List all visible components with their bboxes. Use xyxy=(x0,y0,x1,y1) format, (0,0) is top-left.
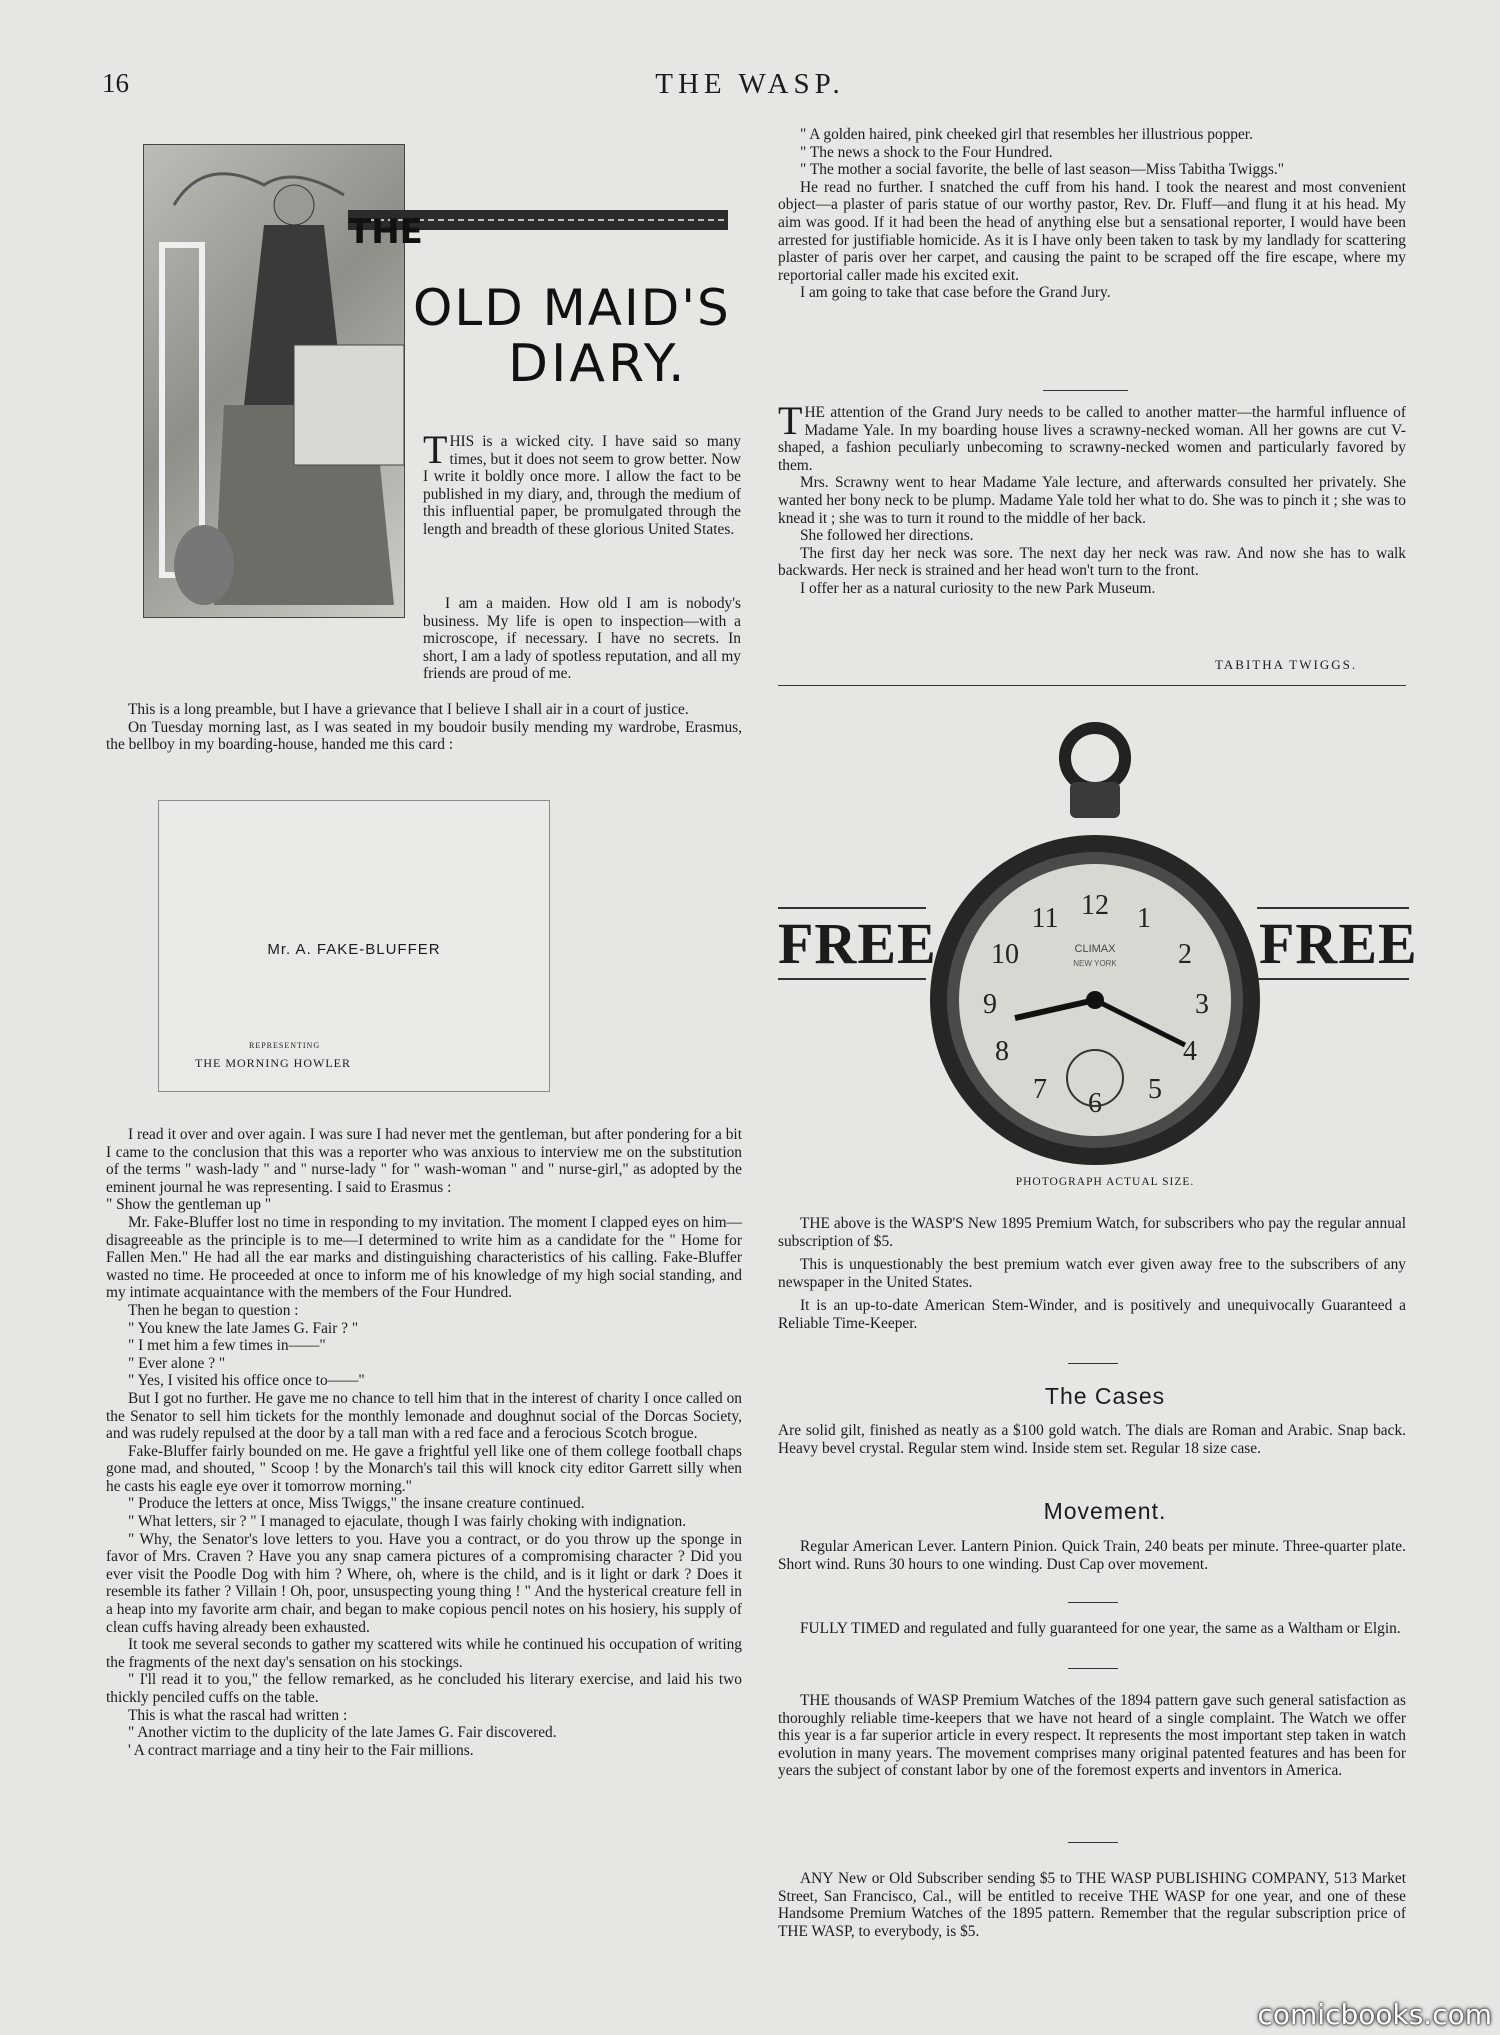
free-right-label: FREE xyxy=(1259,911,1418,976)
further-paragraph: But I got no further. He gave me no chance to tell him that in the interest of charity I once called on the Senator to sell him tickets for the monthly lemonade and doughnut social of the Dorcas Society, and was rudely repulsed at the door by a tall man with a red face and a ferocious Scotch brogue. xyxy=(106,1389,742,1443)
drop-cap: T xyxy=(778,398,803,443)
bounded-paragraph: Fake-Bluffer fairly bounded on me. He gave a frightful yell like one of them college football chaps gone mad, and shouted, " Scoop ! by the Monarch's tail this will knock city editor Garrett silly when he casts his eagle eye over it tomorrow morning." xyxy=(106,1442,742,1495)
dial-numeral-3: 3 xyxy=(1195,989,1209,1020)
dialogue-line: " Ever alone ? " xyxy=(128,1354,226,1372)
best-paragraph: This is unquestionably the best premium watch ever given away free to the subscribers of any newspaper in the United States. xyxy=(778,1256,1406,1291)
dial-numeral-7: 7 xyxy=(1033,1074,1047,1105)
grand-jury-paragraph: I am going to take that case before the Grand Jury. xyxy=(800,284,1111,302)
movement-paragraph: Regular American Lever. Lantern Pinion. Quick Train, 240 beats per minute. Three-quarter plate. Short wind. Runs 30 hours to one winding. Dust Cap over movement. xyxy=(778,1538,1406,1573)
up-to-date-paragraph: It is an up-to-date American Stem-Winder, and is positively and unequivocally Guaranteed a Reliable Time-Keeper. xyxy=(778,1297,1406,1332)
dial-numeral-4: 4 xyxy=(1183,1036,1197,1067)
dial-numeral-10: 10 xyxy=(991,939,1019,970)
pocket-watch-image xyxy=(930,720,1260,1180)
dialogue-line: " Yes, I visited his office once to——" xyxy=(128,1372,365,1390)
attention-paragraph: HE attention of the Grand Jury needs to be called to another matter—the harmful influence of Madame Yale. In my boarding house lives a scrawny-necked woman. All her gowns are cut V-shaped, a fashion peculiarly unbecoming to scrawny-necked women and particularly favored by them. xyxy=(778,404,1406,474)
maiden-paragraph: I am a maiden. How old I am is nobody's business. My life is open to inspection—with a microscope, if necessary. I have no secrets. In short, I am a lady of spotless reputation, and all my friends are proud of me. xyxy=(423,595,741,683)
dial-numeral-6: 6 xyxy=(1088,1088,1102,1119)
article-maiden-lead xyxy=(423,595,741,683)
why-paragraph: " Why, the Senator's love letters to you. Have you a contract, or do you throw up the sponge in favor of Mrs. Craven ? Have you any snap camera pictures of a compromising character ? Did you ever visit the Poodle Dog with him ? Where, oh, where is the child, and is it light or dark ? Does it resemble its father ? Villain ! Oh, poor, unsuspecting young thing ! " And the hysterical creature fell in a heap into my favorite arm chair, and began to make copious pencil notes on his hosiery, his supply of clean cuffs having already been exhausted. xyxy=(106,1530,742,1636)
produce-paragraph: " Produce the letters at once, Miss Twiggs," the insane creature continued. xyxy=(128,1495,585,1513)
publication-title: THE WASP. xyxy=(655,68,845,100)
cases-paragraph: Are solid gilt, finished as neatly as a $100 gold watch. The dials are Roman and Arabic. Snap back. Heavy bevel crystal. Regular stem wind. Inside stem set. Regular 18 size case. xyxy=(778,1422,1406,1457)
offer-paragraph: I offer her as a natural curiosity to the new Park Museum. xyxy=(800,579,1156,597)
dial-numeral-11: 11 xyxy=(1031,903,1059,934)
article-left-continued xyxy=(106,701,742,754)
cases-heading: The Cases xyxy=(1044,1383,1166,1409)
show-paragraph: " Show the gentleman up " xyxy=(106,1196,272,1214)
free-rule-top-left xyxy=(778,907,926,909)
movement-text-block xyxy=(778,1538,1406,1573)
card-name: Mr. A. FAKE-BLUFFER xyxy=(267,941,441,958)
dial-numeral-8: 8 xyxy=(995,1036,1009,1067)
page-number: 16 xyxy=(102,68,129,98)
old-maid-illustration xyxy=(143,144,737,616)
fake-bluffer-paragraph: Mr. Fake-Bluffer lost no time in responding to my invitation. The moment I clapped eyes on him—disagreeable as the principle is to me—I determined to write him as a candidate for the " Home for Fallen Men." He had all the ear marks and distinguishing characteristics of his calling. Fake-Bluffer wasted no time. He proceeded at once to inform me of his knowledge of my high social standing, and my intimate acquaintance with the members of the Four Hundred. xyxy=(106,1213,742,1302)
article-left-lower xyxy=(106,1126,742,1759)
dial-numeral-5: 5 xyxy=(1148,1074,1162,1105)
calling-card xyxy=(158,800,550,1092)
rascal-paragraph: This is what the rascal had written : xyxy=(128,1706,348,1724)
article-right-madame-yale xyxy=(778,398,1406,598)
mother-paragraph: " The mother a social favorite, the belle of last season—Miss Tabitha Twiggs." xyxy=(800,161,1284,179)
author-signature: TABITHA TWIGGS. xyxy=(1215,657,1358,672)
advert-divider xyxy=(1068,1363,1118,1364)
photo-caption: PHOTOGRAPH ACTUAL SIZE. xyxy=(1015,1176,1195,1188)
victim-line: " Another victim to the duplicity of the late James G. Fair discovered. xyxy=(128,1724,557,1742)
read-paragraph: I read it over and over again. I was sure I had never met the gentleman, but after pondering for a bit I came to the conclusion that this was a reporter who was anxious to interview me on the substitution of the terms " wash-lady " and " nurse-lady " for " wash-woman " and " nurse-girl," as adopted by the eminent journal he was representing. I said to Erasmus : xyxy=(106,1126,742,1196)
dialogue-line: " I met him a few times in——" xyxy=(128,1337,326,1355)
dial-numeral-12: 12 xyxy=(1081,890,1109,921)
question-paragraph: Then he began to question : xyxy=(128,1301,299,1319)
timed-paragraph: and regulated and fully guaranteed for one year, the same as a Waltham or Elgin. xyxy=(899,1620,1401,1637)
read-to-you-paragraph: " I'll read it to you," the fellow remarked, as he concluded his literary exercise, and laid his two thickly penciled cuffs on the table. xyxy=(106,1671,742,1706)
advert-divider xyxy=(1068,1668,1118,1669)
what-letters-paragraph: " What letters, sir ? " I managed to ejaculate, though I was fairly choking with indignation. xyxy=(128,1513,687,1531)
contract-line: ' A contract marriage and a tiny heir to the Fair millions. xyxy=(128,1741,474,1759)
cases-text-block xyxy=(778,1422,1406,1457)
intro-text: HIS is a wicked city. I have said so many times, but it does not seem to grow better. Now I write it boldly once more. I allow the fact to be published in my diary, and, through the medium of this influential paper, be promulgated through the length and breadth of these glorious United States. xyxy=(423,433,741,538)
free-left-label: FREE xyxy=(778,911,937,976)
timed-text-block xyxy=(778,1620,1406,1638)
advert-divider xyxy=(1068,1842,1118,1843)
any-lead: ANY xyxy=(800,1870,834,1887)
pocket-watch-drawing xyxy=(930,720,1260,1180)
section-divider xyxy=(1043,390,1128,391)
subscriber-offer-paragraph: New or Old Subscriber sending $5 to THE WASP PUBLISHING COMPANY, 513 Market Street, San Francisco, Cal., will be entitled to receive THE WASP for one year, and one of these Handsome Premium Watches of the 1895 pattern. Remember that the regular subscription price of THE WASP, to everybody, is $5. xyxy=(778,1870,1406,1940)
thousands-lead: THE xyxy=(800,1692,830,1709)
advert-intro xyxy=(778,1215,1406,1333)
dial-numeral-9: 9 xyxy=(983,989,997,1020)
subscriber-offer-block xyxy=(778,1870,1406,1940)
dial-numeral-2: 2 xyxy=(1178,939,1192,970)
dialogue-line: " You knew the late James G. Fair ? " xyxy=(128,1319,359,1337)
news-paragraph: " The news a shock to the Four Hundred. xyxy=(800,143,1053,161)
watch-brand: CLIMAX xyxy=(1074,943,1116,955)
free-rule-bottom-left xyxy=(778,978,926,980)
golden-paragraph: " A golden haired, pink cheeked girl that resembles her illustrious popper. xyxy=(800,126,1253,143)
he-read-paragraph: He read no further. I snatched the cuff from his hand. I took the nearest and most convenient object—a plaster of paris statue of our worthy pastor, Rev. Dr. Fluff—and flung it at his head. My aim was good. If it had been the head of anything else but a sensational reporter, I would have been arrested for justifiable homicide. As it is I have only been taken to task by my landlady for scattering plaster of paris over her carpet, and causing the paint to be scraped off the fire escape, where my reportorial caller made his excited exit. xyxy=(778,178,1406,284)
article-right-top xyxy=(778,126,1406,302)
timed-lead: FULLY TIMED xyxy=(800,1620,900,1637)
scrawny-paragraph: Mrs. Scrawny went to hear Madame Yale lecture, and afterwards consulted her privately. She wanted her bony neck to be plump. Madame Yale told her what to do. She was to pinch it ; she was to knead it ; she was to turn it round to the middle of her back. xyxy=(778,474,1406,527)
above-lead: THE xyxy=(800,1215,830,1232)
article-end-rule xyxy=(778,685,1406,686)
took-paragraph: It took me several seconds to gather my scattered wits while he continued his occupation of writing the fragments of the next day's sensation on his stockings. xyxy=(106,1636,742,1671)
illustration-title-diary: DIARY. xyxy=(508,334,688,394)
free-rule-top-right xyxy=(1257,907,1409,909)
watch-city: NEW YORK xyxy=(1073,959,1117,968)
free-rule-bottom-right xyxy=(1257,978,1409,980)
dial-numeral-1: 1 xyxy=(1137,903,1151,934)
movement-heading: Movement. xyxy=(1043,1498,1167,1524)
card-newspaper: THE MORNING HOWLER xyxy=(195,1056,351,1070)
illustration-title-old-maids: OLD MAID'S xyxy=(413,279,731,337)
followed-paragraph: She followed her directions. xyxy=(800,527,974,545)
drop-cap: T xyxy=(423,427,448,472)
article-intro xyxy=(423,427,741,539)
thousands-text-block xyxy=(778,1692,1406,1780)
tuesday-paragraph: On Tuesday morning last, as I was seated in my boudoir busily mending my wardrobe, Erasmus, the bellboy in my boarding-house, handed me this card : xyxy=(106,718,742,754)
card-representing: REPRESENTING xyxy=(249,1041,321,1050)
thousands-paragraph: thousands of WASP Premium Watches of the 1894 pattern gave such general satisfaction as thoroughly reliable time-keepers that we have not heard of a single complaint. The Watch we offer this year is a far superior article in every respect. It represents the most important step taken in watch evolution in many years. The movement comprises many original patented features and has been for years the subject of constant labor by one of the foremost experts and inventors in America. xyxy=(778,1692,1406,1780)
illustration-title-the: THE xyxy=(348,212,423,252)
site-watermark: comicbooks.com xyxy=(1257,1998,1492,2031)
above-paragraph: above is the WASP'S New 1895 Premium Watch, for subscribers who pay the regular annual subscription of $5. xyxy=(778,1215,1406,1250)
preamble-paragraph: This is a long preamble, but I have a grievance that I believe I shall air in a court of justice. xyxy=(128,701,689,718)
first-day-paragraph: The first day her neck was sore. The next day her neck was raw. And now she has to walk backwards. Her neck is strained and her head won't turn to the front. xyxy=(778,544,1406,580)
advert-divider xyxy=(1068,1602,1118,1603)
